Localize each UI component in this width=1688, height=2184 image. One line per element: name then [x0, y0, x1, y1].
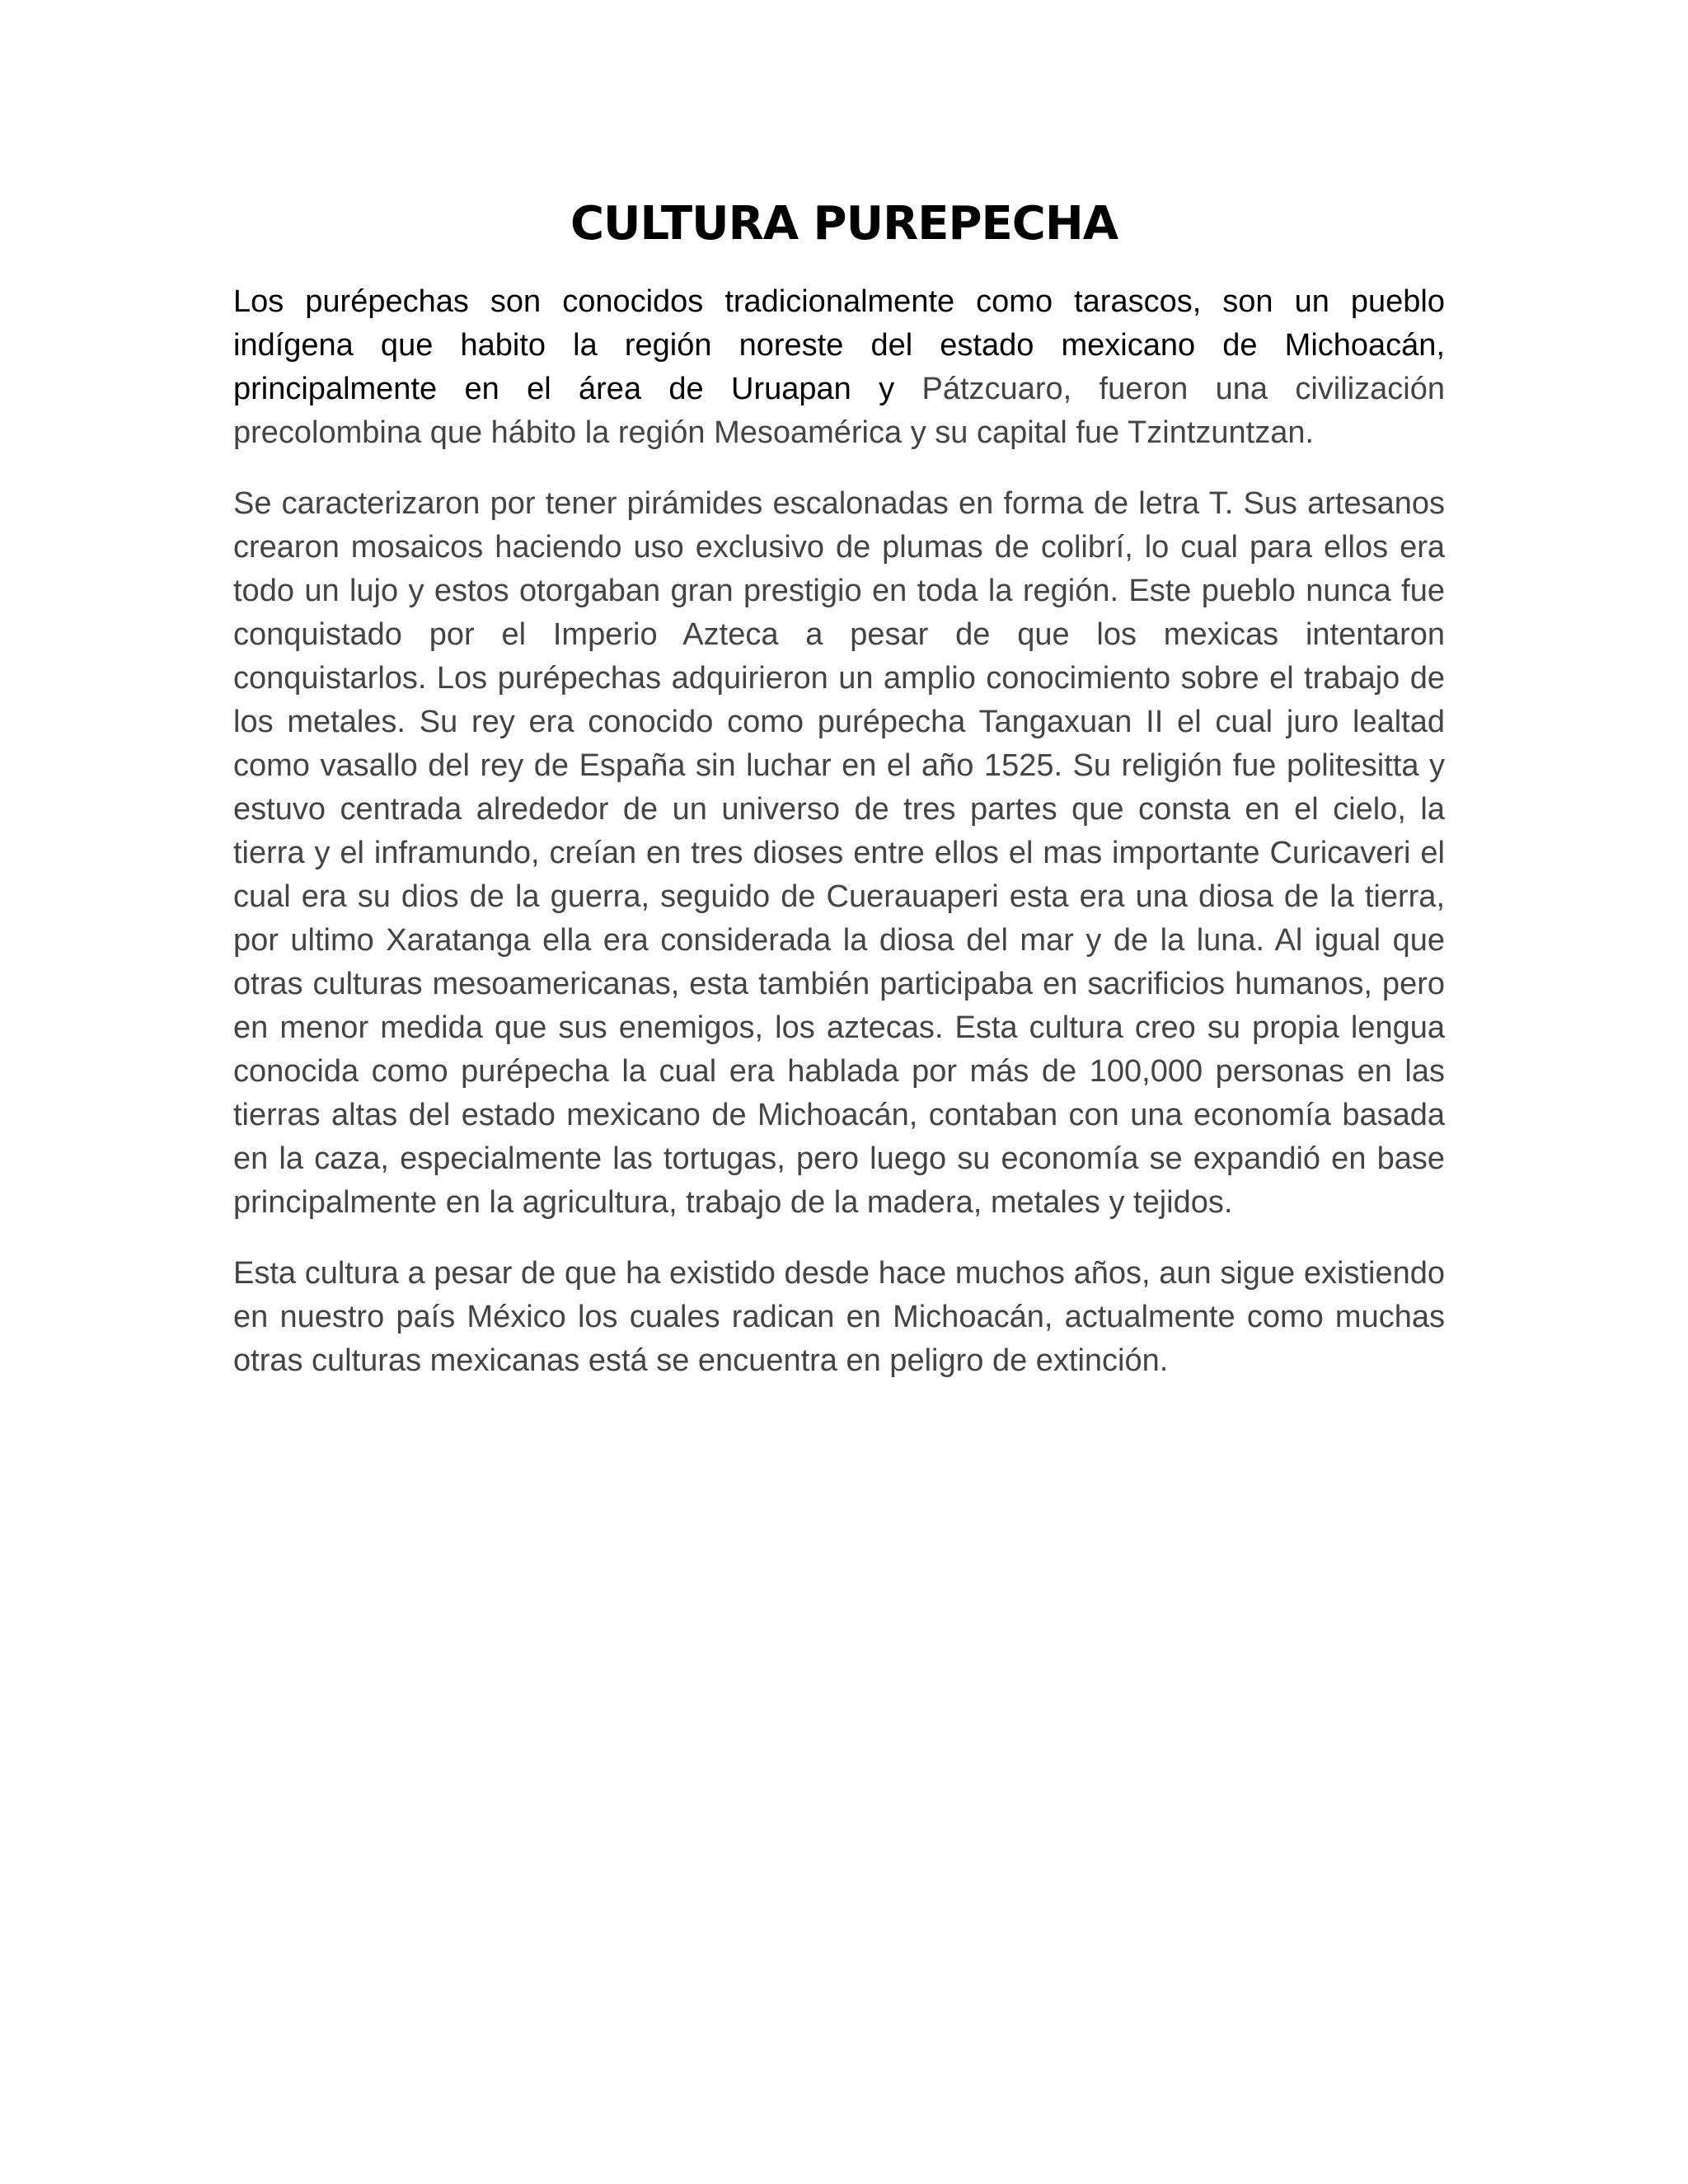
paragraph-1-rest: Pátzcuaro, fueron una civilización precolombina que hábito la región Mesoamérica y su capital fue Tzintzuntzan.	[233, 372, 1445, 450]
paragraph-1-highlight: Los purépechas son conocidos tradicionalmente como tarascos, son un pueblo indígena que habito la región noreste del estado mexicano de Michoacán, principalmente en el área de Uruapan y	[233, 284, 1445, 406]
paragraph-2: Se caracterizaron por tener pirámides escalonadas en forma de letra T. Sus artesanos crearon mosaicos haciendo uso exclusivo de plumas de colibrí, lo cual para ellos era todo un lujo y estos otorgaban gran prestigio en toda la región. Este pueblo nunca fue conquistado por el Imperio Azteca a pesar de que los mexicas intentaron conquistarlos. Los purépechas adquirieron un amplio conocimiento sobre el trabajo de los metales. Su rey era conocido como purépecha Tangaxuan II el cual juro lealtad como vasallo del rey de España sin luchar en el año 1525. Su religión fue politesitta y estuvo centrada alrededor de un universo de tres partes que consta en el cielo, la tierra y el inframundo, creían en tres dioses entre ellos el mas importante Curicaveri el cual era su dios de la guerra, seguido de Cuerauaperi esta era una diosa de la tierra, por ultimo Xaratanga ella era considerada la diosa del mar y de la luna. Al igual que otras culturas mesoamericanas, esta también participaba en sacrificios humanos, pero en menor medida que sus enemigos, los aztecas. Esta cultura creo su propia lengua conocida como purépecha la cual era hablada por más de 100,000 personas en las tierras altas del estado mexicano de Michoacán, contaban con una economía basada en la caza, especialmente las tortugas, pero luego su economía se expandió en base principalmente en la agricultura, trabajo de la madera, metales y tejidos.	[233, 486, 1445, 1220]
document-title: CULTURA PUREPECHA	[570, 197, 1118, 251]
document-body	[233, 280, 1445, 1410]
paragraph-3: Esta cultura a pesar de que ha existido desde hace muchos años, aun sigue existiendo en nuestro país México los cuales radican en Michoacán, actualmente como muchas otras culturas mexicanas está se encuentra en peligro de extinción.	[233, 1256, 1445, 1378]
paragraph-1	[233, 280, 1445, 455]
